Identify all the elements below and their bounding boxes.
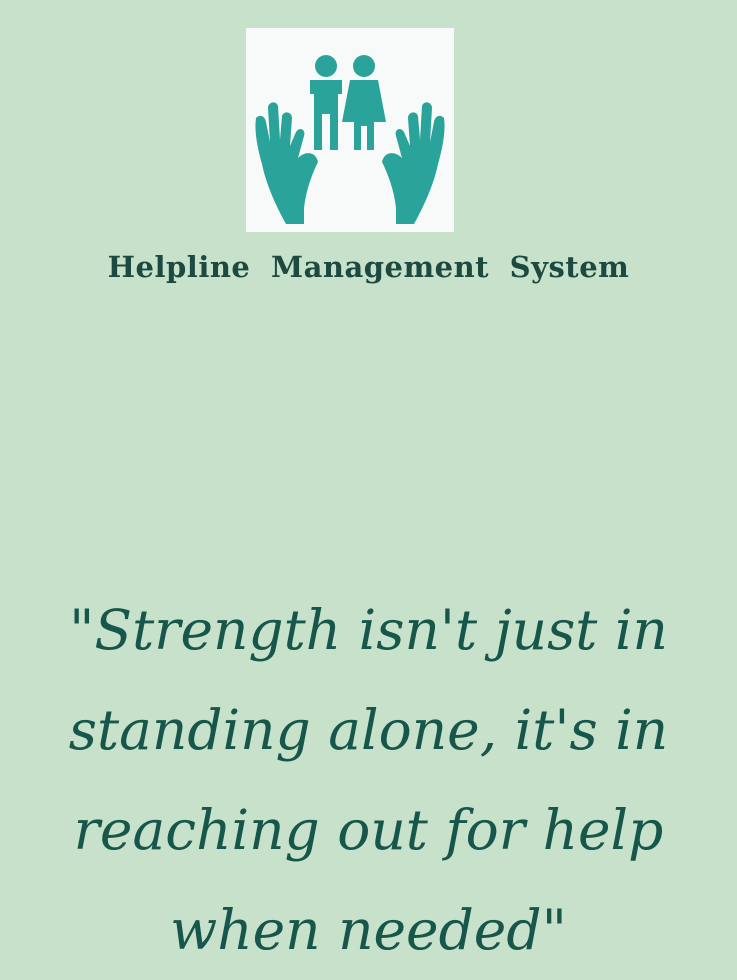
app-title: Helpline Management System	[107, 250, 630, 284]
quote-text: "Strength isn't just in standing alone, it's in reaching out for help when needed"	[68, 598, 669, 962]
person-right-head	[353, 55, 375, 77]
person-right-body	[342, 80, 386, 150]
logo	[246, 28, 454, 232]
person-left-head	[315, 55, 337, 77]
helping-hands-people-icon	[246, 28, 454, 232]
person-left-body	[310, 80, 342, 150]
right-hand	[382, 102, 445, 224]
left-hand	[255, 102, 318, 224]
